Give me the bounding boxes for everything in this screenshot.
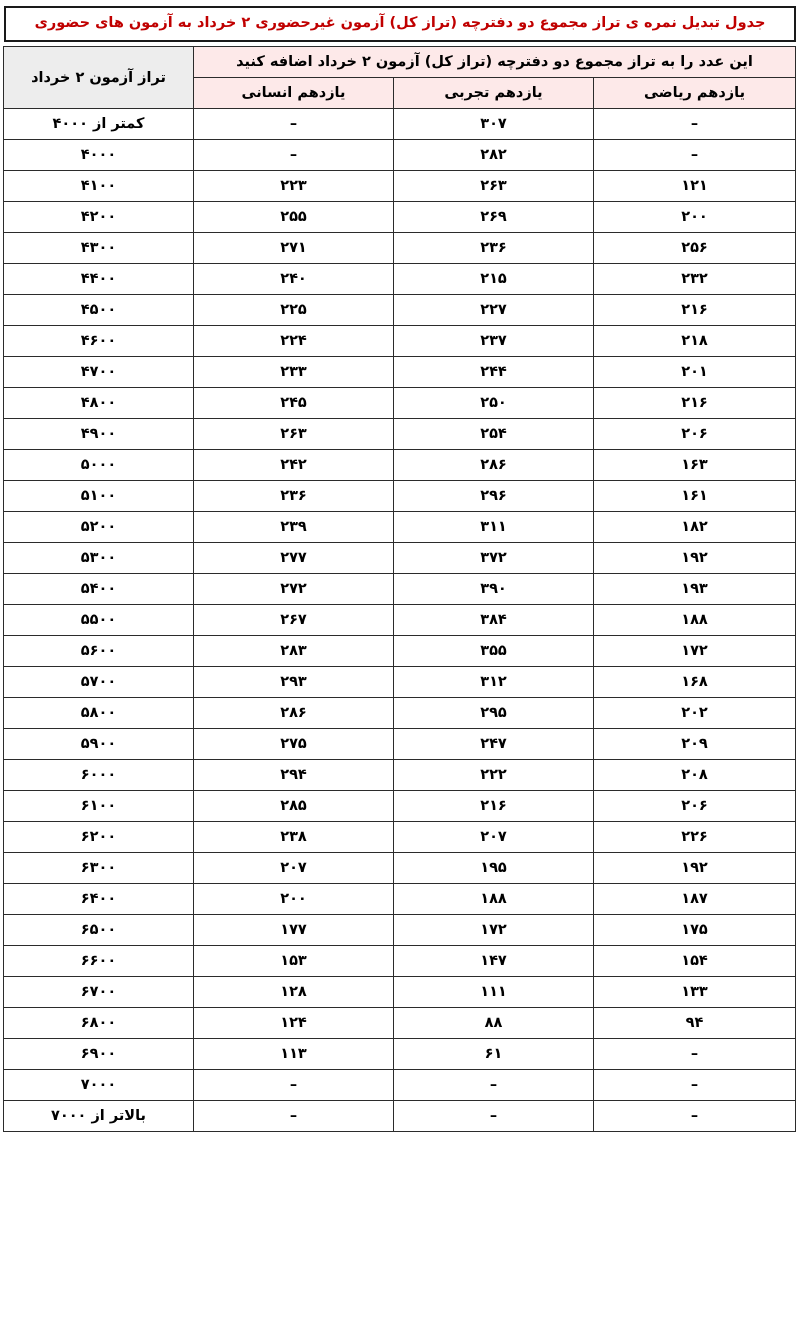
cell-rank-label: ۴۷۰۰ <box>4 357 194 388</box>
cell-rank-label: ۵۴۰۰ <box>4 574 194 605</box>
column-header-humanities: یازدهم انسانی <box>194 78 394 109</box>
cell-humanities: ۱۲۴ <box>194 1008 394 1039</box>
cell-experimental: ۲۸۲ <box>394 140 594 171</box>
cell-experimental: ۲۰۷ <box>394 822 594 853</box>
cell-humanities: ۲۷۲ <box>194 574 394 605</box>
cell-rank-label: ۶۳۰۰ <box>4 853 194 884</box>
table-row <box>4 667 796 698</box>
cell-experimental: ۲۱۵ <box>394 264 594 295</box>
cell-humanities: ۲۹۴ <box>194 760 394 791</box>
cell-math: ۱۵۴ <box>594 946 796 977</box>
cell-experimental: ۳۱۲ <box>394 667 594 698</box>
cell-humanities: ۲۲۳ <box>194 171 394 202</box>
cell-math: ۲۱۶ <box>594 295 796 326</box>
cell-experimental: ۳۵۵ <box>394 636 594 667</box>
cell-experimental: ۲۶۳ <box>394 171 594 202</box>
cell-rank-label: کمتر از ۴۰۰۰ <box>4 109 194 140</box>
cell-experimental: ۱۴۷ <box>394 946 594 977</box>
cell-humanities: ۱۷۷ <box>194 915 394 946</box>
cell-experimental: ۲۳۶ <box>394 233 594 264</box>
column-header-experimental: یازدهم تجربی <box>394 78 594 109</box>
cell-experimental: ۲۵۴ <box>394 419 594 450</box>
cell-rank-label: ۵۶۰۰ <box>4 636 194 667</box>
cell-humanities: ۲۷۷ <box>194 543 394 574</box>
cell-math: ۲۰۶ <box>594 419 796 450</box>
cell-rank-label: ۴۶۰۰ <box>4 326 194 357</box>
cell-math: ۱۷۲ <box>594 636 796 667</box>
table-row <box>4 884 796 915</box>
cell-experimental: ۲۲۲ <box>394 760 594 791</box>
cell-experimental: ۳۰۷ <box>394 109 594 140</box>
cell-humanities: ۱۱۳ <box>194 1039 394 1070</box>
cell-experimental: ۲۹۶ <box>394 481 594 512</box>
cell-rank-label: ۵۳۰۰ <box>4 543 194 574</box>
cell-humanities: – <box>194 1101 394 1132</box>
cell-experimental: ۳۷۲ <box>394 543 594 574</box>
table-header <box>4 47 796 109</box>
cell-humanities: ۲۸۳ <box>194 636 394 667</box>
cell-experimental: – <box>394 1070 594 1101</box>
cell-rank-label: ۴۴۰۰ <box>4 264 194 295</box>
document-page <box>0 6 800 1329</box>
cell-humanities: ۲۵۵ <box>194 202 394 233</box>
cell-experimental: ۲۸۶ <box>394 450 594 481</box>
cell-math: ۲۳۲ <box>594 264 796 295</box>
table-row <box>4 326 796 357</box>
table-header-row-top <box>4 47 796 78</box>
cell-humanities: ۲۸۶ <box>194 698 394 729</box>
table-row <box>4 264 796 295</box>
cell-rank-label: ۴۵۰۰ <box>4 295 194 326</box>
cell-humanities: ۲۴۵ <box>194 388 394 419</box>
table-row <box>4 946 796 977</box>
cell-rank-label: ۴۱۰۰ <box>4 171 194 202</box>
cell-math: – <box>594 1070 796 1101</box>
table-body <box>4 109 796 1132</box>
table-row <box>4 543 796 574</box>
cell-experimental: ۲۲۷ <box>394 295 594 326</box>
cell-experimental: ۶۱ <box>394 1039 594 1070</box>
cell-experimental: ۳۹۰ <box>394 574 594 605</box>
document-title-box <box>4 6 796 42</box>
cell-rank-label: ۵۷۰۰ <box>4 667 194 698</box>
cell-rank-label: ۵۲۰۰ <box>4 512 194 543</box>
cell-rank-label: بالاتر از ۷۰۰۰ <box>4 1101 194 1132</box>
cell-experimental: ۱۹۵ <box>394 853 594 884</box>
cell-math: ۱۳۳ <box>594 977 796 1008</box>
cell-rank-label: ۶۲۰۰ <box>4 822 194 853</box>
cell-experimental: ۲۹۵ <box>394 698 594 729</box>
cell-humanities: ۱۵۳ <box>194 946 394 977</box>
cell-rank-label: ۶۵۰۰ <box>4 915 194 946</box>
cell-math: ۲۵۶ <box>594 233 796 264</box>
cell-math: ۱۶۱ <box>594 481 796 512</box>
table-row <box>4 1070 796 1101</box>
cell-math: ۲۱۸ <box>594 326 796 357</box>
cell-humanities: ۲۶۳ <box>194 419 394 450</box>
cell-experimental: ۲۵۰ <box>394 388 594 419</box>
cell-math: ۲۲۶ <box>594 822 796 853</box>
cell-rank-label: ۴۹۰۰ <box>4 419 194 450</box>
table-row <box>4 233 796 264</box>
table-row <box>4 729 796 760</box>
table-row <box>4 915 796 946</box>
cell-math: ۱۹۲ <box>594 543 796 574</box>
cell-humanities: ۱۲۸ <box>194 977 394 1008</box>
cell-math: ۱۸۷ <box>594 884 796 915</box>
cell-math: – <box>594 1039 796 1070</box>
table-row <box>4 388 796 419</box>
cell-math: ۱۸۸ <box>594 605 796 636</box>
cell-math: ۱۷۵ <box>594 915 796 946</box>
cell-humanities: – <box>194 109 394 140</box>
cell-humanities: ۲۴۲ <box>194 450 394 481</box>
cell-humanities: ۲۴۰ <box>194 264 394 295</box>
cell-math: ۲۰۰ <box>594 202 796 233</box>
table-row <box>4 481 796 512</box>
cell-math: ۲۱۶ <box>594 388 796 419</box>
cell-math: ۱۹۲ <box>594 853 796 884</box>
cell-humanities: – <box>194 1070 394 1101</box>
table-row <box>4 636 796 667</box>
table-row <box>4 357 796 388</box>
table-row <box>4 698 796 729</box>
table-row <box>4 1039 796 1070</box>
cell-rank-label: ۶۸۰۰ <box>4 1008 194 1039</box>
table-row <box>4 791 796 822</box>
cell-rank-label: ۴۰۰۰ <box>4 140 194 171</box>
cell-rank-label: ۵۹۰۰ <box>4 729 194 760</box>
cell-humanities: ۲۷۱ <box>194 233 394 264</box>
cell-math: ۲۰۸ <box>594 760 796 791</box>
cell-rank-label: ۵۵۰۰ <box>4 605 194 636</box>
cell-humanities: ۲۰۷ <box>194 853 394 884</box>
cell-experimental: ۳۱۱ <box>394 512 594 543</box>
cell-humanities: ۲۰۰ <box>194 884 394 915</box>
table-row <box>4 512 796 543</box>
cell-math: ۱۶۸ <box>594 667 796 698</box>
table-row <box>4 853 796 884</box>
cell-humanities: ۲۳۸ <box>194 822 394 853</box>
cell-rank-label: ۶۱۰۰ <box>4 791 194 822</box>
cell-rank-label: ۴۲۰۰ <box>4 202 194 233</box>
conversion-table <box>3 46 796 1132</box>
cell-math: ۲۰۱ <box>594 357 796 388</box>
cell-experimental: ۲۶۹ <box>394 202 594 233</box>
cell-experimental: ۱۸۸ <box>394 884 594 915</box>
cell-math: ۱۸۲ <box>594 512 796 543</box>
cell-humanities: ۲۲۵ <box>194 295 394 326</box>
cell-math: ۱۶۳ <box>594 450 796 481</box>
cell-experimental: ۱۷۲ <box>394 915 594 946</box>
cell-rank-label: ۶۷۰۰ <box>4 977 194 1008</box>
cell-experimental: – <box>394 1101 594 1132</box>
table-row <box>4 419 796 450</box>
table-row <box>4 574 796 605</box>
cell-experimental: ۱۱۱ <box>394 977 594 1008</box>
cell-experimental: ۲۴۷ <box>394 729 594 760</box>
table-row <box>4 295 796 326</box>
table-row <box>4 760 796 791</box>
table-row <box>4 202 796 233</box>
cell-rank-label: ۵۱۰۰ <box>4 481 194 512</box>
cell-math: ۱۹۳ <box>594 574 796 605</box>
cell-math: – <box>594 109 796 140</box>
cell-math: ۹۴ <box>594 1008 796 1039</box>
cell-rank-label: ۴۳۰۰ <box>4 233 194 264</box>
cell-rank-label: ۴۸۰۰ <box>4 388 194 419</box>
cell-rank-label: ۶۹۰۰ <box>4 1039 194 1070</box>
cell-rank-label: ۶۶۰۰ <box>4 946 194 977</box>
cell-humanities: ۲۹۳ <box>194 667 394 698</box>
cell-rank-label: ۷۰۰۰ <box>4 1070 194 1101</box>
header-add-instruction: این عدد را به تراز مجموع دو دفترچه (تراز کل) آزمون ۲ خرداد اضافه کنید <box>194 47 796 78</box>
header-rank-column: تراز آزمون ۲ خرداد <box>4 47 194 109</box>
column-header-math: یازدهم ریاضی <box>594 78 796 109</box>
cell-math: ۲۰۶ <box>594 791 796 822</box>
cell-experimental: ۸۸ <box>394 1008 594 1039</box>
cell-rank-label: ۵۸۰۰ <box>4 698 194 729</box>
table-row <box>4 140 796 171</box>
cell-humanities: ۲۷۵ <box>194 729 394 760</box>
cell-rank-label: ۶۰۰۰ <box>4 760 194 791</box>
cell-math: – <box>594 140 796 171</box>
cell-experimental: ۲۱۶ <box>394 791 594 822</box>
table-row <box>4 822 796 853</box>
cell-humanities: ۲۸۵ <box>194 791 394 822</box>
cell-humanities: ۲۳۹ <box>194 512 394 543</box>
page-title: جدول تبدیل نمره ی تراز مجموع دو دفترچه (تراز کل) آزمون غیرحضوری ۲ خرداد به آزمون های حضوری <box>34 15 766 31</box>
cell-math: – <box>594 1101 796 1132</box>
cell-experimental: ۲۳۷ <box>394 326 594 357</box>
cell-math: ۲۰۹ <box>594 729 796 760</box>
cell-experimental: ۲۴۴ <box>394 357 594 388</box>
table-row <box>4 1008 796 1039</box>
cell-humanities: ۲۶۷ <box>194 605 394 636</box>
cell-rank-label: ۵۰۰۰ <box>4 450 194 481</box>
cell-humanities: ۲۳۳ <box>194 357 394 388</box>
cell-math: ۱۲۱ <box>594 171 796 202</box>
cell-humanities: ۲۳۶ <box>194 481 394 512</box>
table-row <box>4 605 796 636</box>
table-row <box>4 450 796 481</box>
cell-rank-label: ۶۴۰۰ <box>4 884 194 915</box>
table-row <box>4 1101 796 1132</box>
cell-math: ۲۰۲ <box>594 698 796 729</box>
cell-humanities: – <box>194 140 394 171</box>
cell-experimental: ۳۸۴ <box>394 605 594 636</box>
table-row <box>4 977 796 1008</box>
table-row <box>4 109 796 140</box>
cell-humanities: ۲۲۴ <box>194 326 394 357</box>
table-row <box>4 171 796 202</box>
